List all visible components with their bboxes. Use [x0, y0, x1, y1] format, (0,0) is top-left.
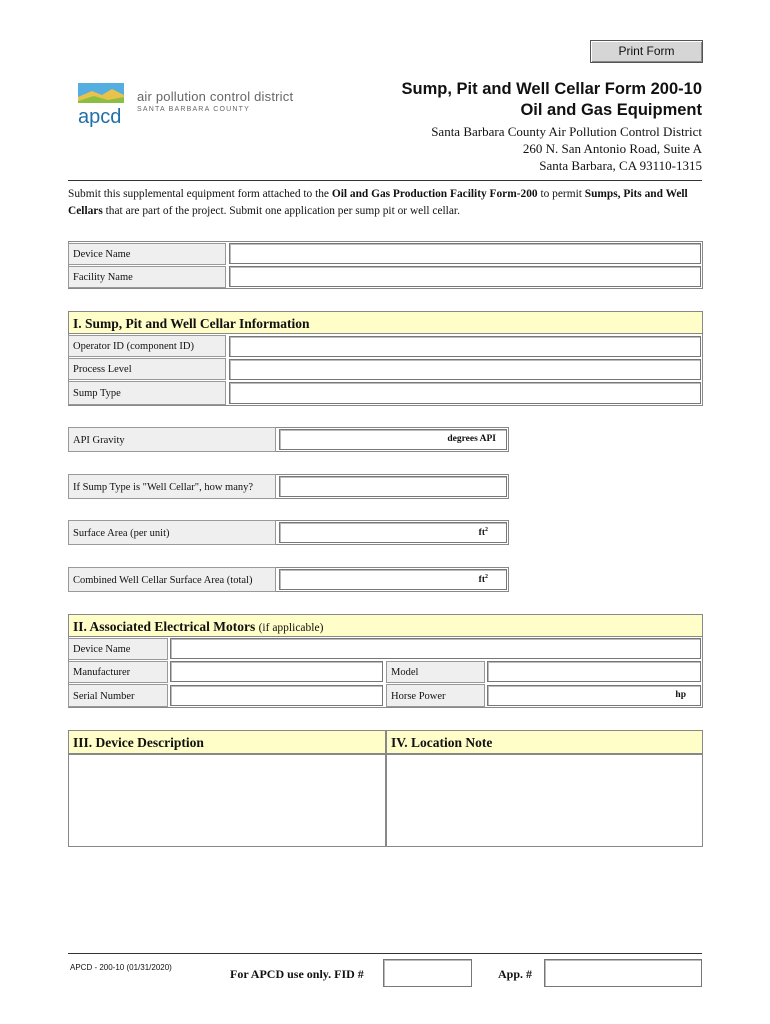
- section3-title: III. Device Description: [68, 730, 386, 754]
- api-gravity-input[interactable]: [279, 429, 507, 450]
- district-city: Santa Barbara, CA 93110-1315: [539, 158, 702, 173]
- app-input[interactable]: [544, 959, 702, 987]
- intro-part1: Submit this supplemental equipment form attached to the: [68, 188, 332, 200]
- footer-divider: [68, 953, 702, 954]
- api-unit: degrees API: [447, 434, 496, 444]
- well-cellar-count-input[interactable]: [279, 476, 507, 497]
- section2-title-text: II. Associated Electrical Motors: [73, 619, 256, 634]
- facility-name-label: Facility Name: [68, 266, 226, 288]
- sump-type-input[interactable]: [229, 382, 701, 404]
- location-note-textarea[interactable]: [386, 754, 703, 847]
- combined-area-label: Combined Well Cellar Surface Area (total): [68, 567, 276, 592]
- model-label: Model: [386, 661, 485, 683]
- form-subtitle: Oil and Gas Equipment: [520, 101, 702, 119]
- fid-input[interactable]: [383, 959, 472, 987]
- combined-area-input[interactable]: [279, 569, 507, 590]
- model-input[interactable]: [487, 661, 701, 682]
- serial-number-input[interactable]: [170, 685, 383, 706]
- operator-id-label: Operator ID (component ID): [68, 335, 226, 357]
- section1-title: I. Sump, Pit and Well Cellar Information: [68, 311, 703, 334]
- manufacturer-label: Manufacturer: [68, 661, 168, 683]
- surface-area-input[interactable]: [279, 522, 507, 543]
- district-street: 260 N. San Antonio Road, Suite A: [522, 141, 702, 156]
- serial-number-label: Serial Number: [68, 684, 168, 707]
- sump-type-label: Sump Type: [68, 381, 226, 405]
- horse-power-input[interactable]: [487, 685, 701, 706]
- hp-unit: hp: [675, 690, 686, 700]
- api-gravity-label: API Gravity: [68, 427, 276, 452]
- operator-id-input[interactable]: [229, 336, 701, 357]
- surface-unit-text: ft: [478, 528, 485, 539]
- horse-power-label: Horse Power: [386, 684, 485, 707]
- section2-subtitle: (if applicable): [258, 622, 324, 634]
- section4-title: IV. Location Note: [386, 730, 703, 754]
- well-cellar-count-label: If Sump Type is "Well Cellar", how many?: [68, 474, 276, 499]
- motor-device-name-input[interactable]: [170, 638, 701, 659]
- surface-unit-sup: 2: [485, 527, 488, 533]
- combined-unit: [479, 574, 488, 585]
- combined-unit-sup: 2: [485, 574, 488, 580]
- process-level-input[interactable]: [229, 359, 701, 380]
- surface-unit: [479, 527, 488, 538]
- form-code: APCD - 200-10 (01/31/2020): [70, 963, 172, 972]
- apcd-logo-icon: [78, 83, 128, 127]
- intro-bold1: Oil and Gas Production Facility Form-200: [331, 188, 538, 200]
- app-label: App. #: [498, 967, 533, 981]
- device-name-label: Device Name: [68, 243, 226, 265]
- form-title: Sump, Pit and Well Cellar Form 200-10: [401, 80, 702, 98]
- manufacturer-input[interactable]: [170, 661, 383, 682]
- header-divider: [68, 180, 702, 181]
- motor-device-name-label: Device Name: [68, 638, 168, 660]
- intro-part2: to permit: [537, 188, 585, 200]
- device-name-input[interactable]: [229, 243, 701, 264]
- print-form-button[interactable]: Print Form: [590, 40, 703, 63]
- intro-text: [68, 186, 704, 220]
- logo-line1: air pollution control district: [137, 89, 294, 104]
- logo-line2: SANTA BARBARA COUNTY: [137, 106, 250, 113]
- surface-area-label: Surface Area (per unit): [68, 520, 276, 545]
- intro-part3: that are part of the project. Submit one application per sump pit or well cellar.: [102, 205, 460, 217]
- district-name: Santa Barbara County Air Pollution Control District: [431, 124, 702, 139]
- section2-title: [68, 614, 703, 637]
- fid-label: For APCD use only. FID #: [230, 967, 364, 981]
- combined-unit-text: ft: [478, 575, 485, 586]
- device-description-textarea[interactable]: [68, 754, 386, 847]
- logo-mark-text: apcd: [78, 106, 122, 127]
- process-level-label: Process Level: [68, 358, 226, 380]
- facility-name-input[interactable]: [229, 266, 701, 287]
- intro-bold2: Sumps, Pits and Well Cellars: [68, 188, 688, 217]
